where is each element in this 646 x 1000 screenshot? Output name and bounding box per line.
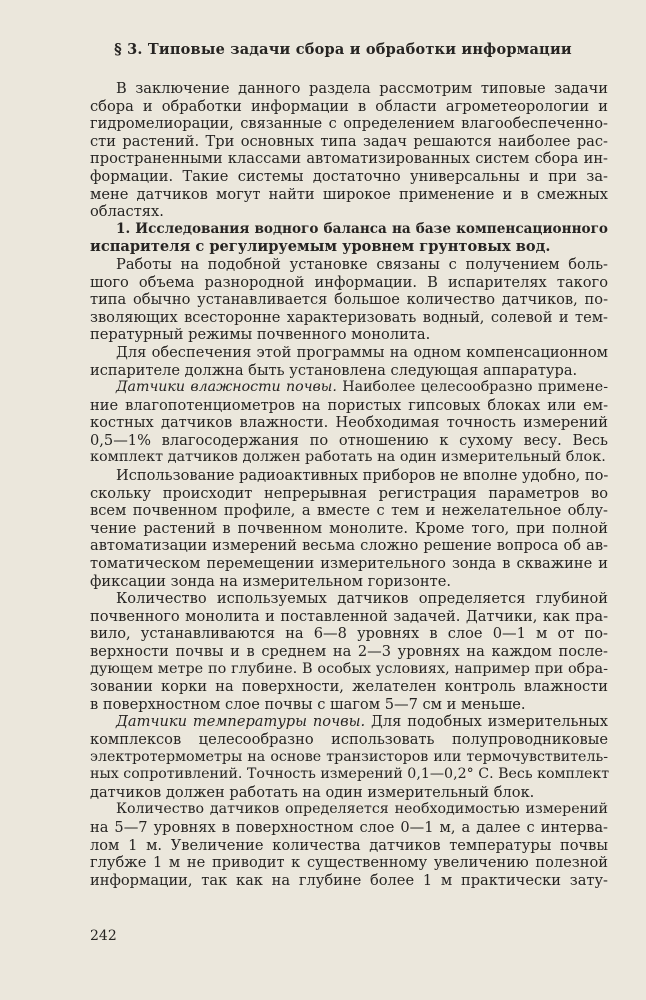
text-line: чение растений в почвенном монолите. Кроме того, при полной [90,519,608,537]
text-line: мене датчиков могут найти широкое применение и в смежных [90,185,608,203]
section-heading: § 3. Типовые задачи сбора и обработки информации [114,41,572,58]
page-number: 242 [90,928,117,944]
text-line: почвенного монолита и поставленной задачей. Датчики, как пра- [90,607,608,625]
text-line: гидромелиорации, связанные с определением влагообеспеченно- [90,115,608,133]
text-line: в поверхностном слое почвы с шагом 5—7 см и меньше. [90,695,526,713]
text-line: испарителе должна быть установлена следующая аппаратура. [90,361,578,379]
text-line: Использование радиоактивных приборов не вполне удобно, по- [116,467,609,485]
text-line: сбора и обработки информации в области агрометеорологии и [90,97,608,115]
text-line: электротермометры на основе транзисторов или термочувствитель- [90,748,608,765]
text-line: В заключение данного раздела рассмотрим типовые задачи [116,80,608,97]
text-line: Количество используемых датчиков определяется глубиной [116,590,608,608]
text-line: комплексов целесообразно использовать полупроводниковые [90,730,608,748]
text-run: Для подобных измерительных [365,713,608,731]
text-line: верхности почвы и в среднем на 2—3 уровнях на каждом после- [90,643,608,660]
text-line [90,713,608,731]
text-line: автоматизации измерений весьма сложно решение вопроса об ав- [90,537,608,555]
text-line: ние влагопотенциометров на пористых гипсовых блоках или ем- [90,396,608,414]
text-line: лом 1 м. Увеличение количества датчиков температуры почвы [90,836,608,854]
text-line: дующем метре по глубине. В особых условиях, например при обра- [90,660,608,677]
text-line: датчиков должен работать на один измерительный блок. [90,783,535,801]
text-line: всем почвенном профиле, а вместе с тем и нежелательное облу- [90,502,608,520]
text-line: комплект датчиков должен работать на один измерительный блок. [90,449,606,466]
text-line: костных датчиков влажности. Необходимая точность измерений [90,414,608,432]
text-line: Количество датчиков определяется необходимостью измерений [116,801,608,818]
text-line: скольку происходит непрерывная регистрация параметров во [90,484,608,502]
text-line: формации. Такие системы достаточно универсальны и при за- [90,167,608,185]
italic-lead-in: Датчики влажности почвы. [116,379,337,396]
text-line: Для обеспечения этой программы на одном компенсационном [116,343,608,361]
text-line: шого объема разнородной информации. В испарителях такого [90,273,608,291]
text-line: 0,5—1% влагосодержания по отношению к сухому весу. Весь [90,431,608,449]
text-line: 1. Исследования водного баланса на базе компенсационного [116,220,608,237]
body-text [90,80,608,889]
text-line: Работы на подобной установке связаны с получением боль- [116,255,608,273]
text-line [90,379,608,397]
text-line: пространенными классами автоматизированных систем сбора ин- [90,150,608,168]
italic-lead-in: Датчики температуры почвы. [116,713,366,731]
text-line: глубже 1 м не приводит к существенному увеличению полезной [90,854,608,872]
text-line: испарителя с регулируемым уровнем грунтовых вод. [90,238,551,256]
text-line: фиксации зонда на измерительном горизонте. [90,572,451,590]
text-line: вило, устанавливаются на 6—8 уровнях в слое 0—1 м от по- [90,625,608,643]
text-line: информации, так как на глубине более 1 м практически зату- [90,871,608,889]
text-line: зволяющих всесторонне характеризовать водный, солевой и тем- [90,308,608,326]
text-line: областях. [90,203,164,221]
text-line: пературный режимы почвенного монолита. [90,326,431,344]
text-line: ных сопротивлений. Точность измерений 0,1—0,2° С. Весь комплект [90,766,610,783]
text-line: типа обычно устанавливается большое количество датчиков, по- [90,291,608,309]
text-line: томатическом перемещении измерительного зонда в скважине и [90,555,608,573]
text-line: сти растений. Три основных типа задач решаются наиболее рас- [90,132,608,150]
text-line: на 5—7 уровнях в поверхностном слое 0—1 м, а далее с интерва- [90,818,608,836]
text-line: зовании корки на поверхности, желателен контроль влажности [90,678,608,696]
text-run: Наиболее целесообразно примене- [336,379,608,396]
